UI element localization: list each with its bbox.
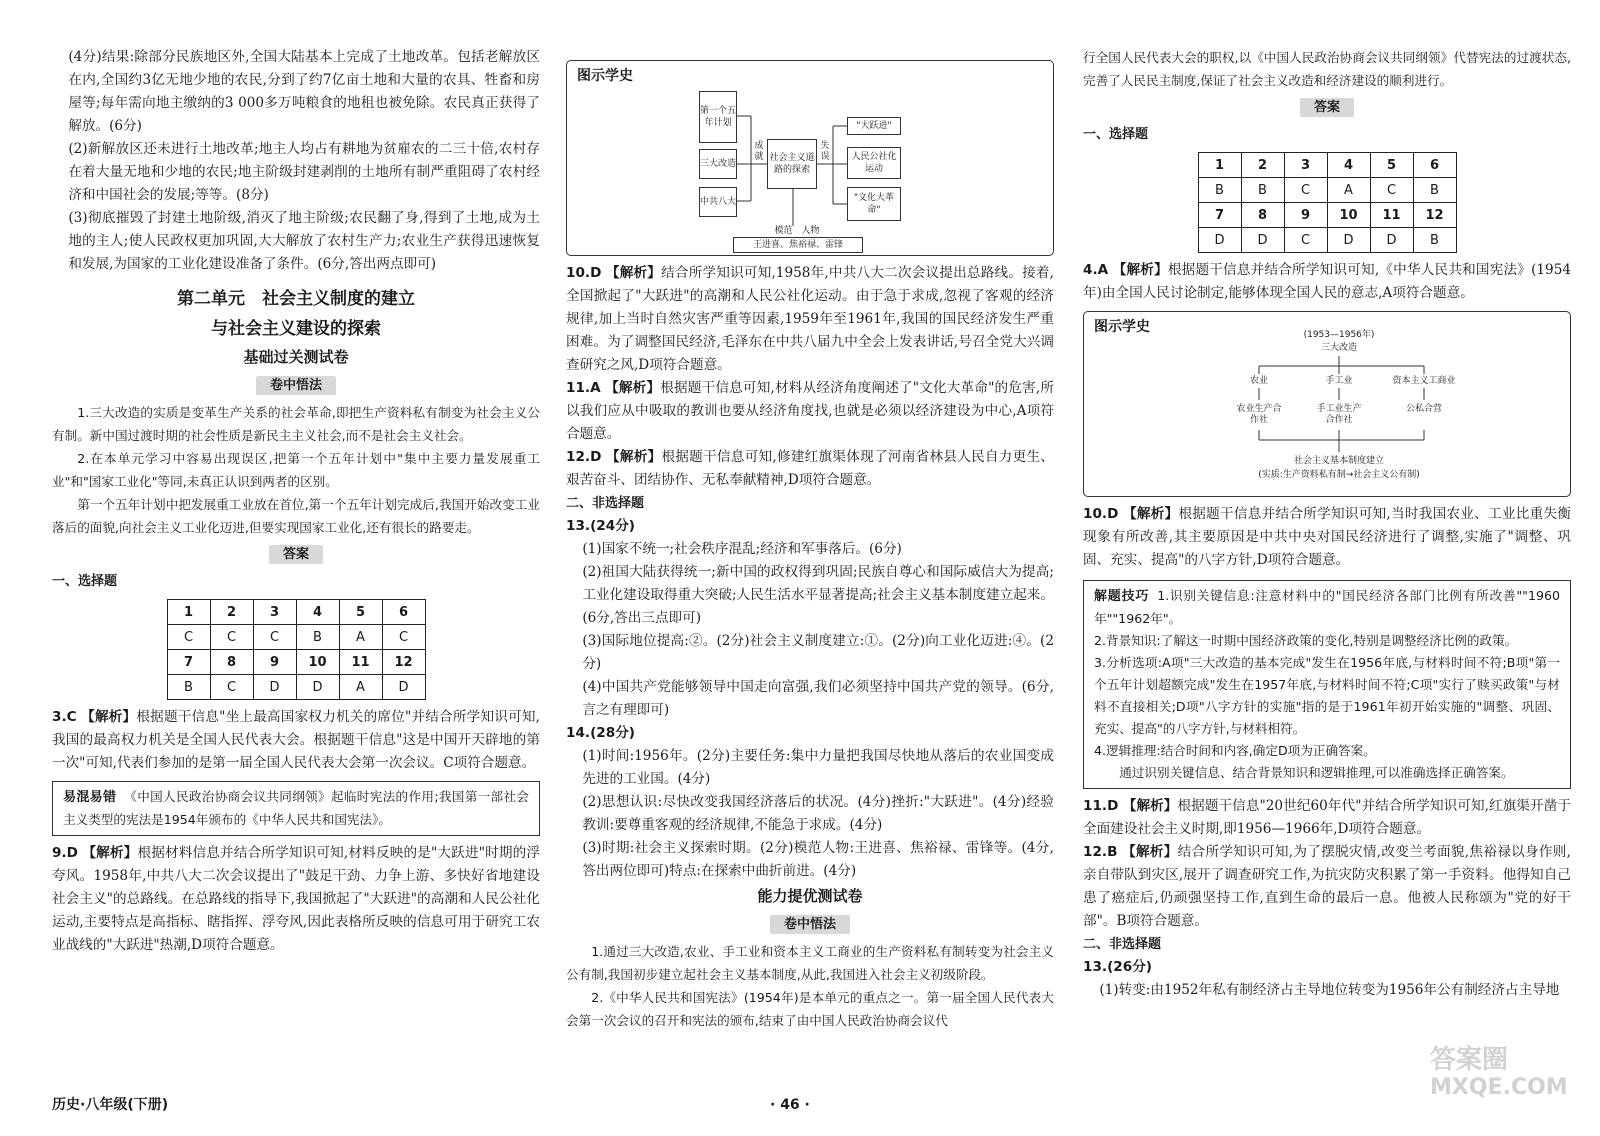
table-cell: A (339, 625, 382, 650)
analysis-text: 根据题干信息"坐上最高国家权力机关的席位"并结合所学知识可知,我国的最高权力机关是全国人民代表大会。根据题干信息"这是中国开天辟地的第一次"可知,代表们参加的是第一届全国人民代表大会第一次会议。C项符合题意。 (52, 709, 540, 771)
table-cell: A (1327, 178, 1370, 203)
node-cultural-revolution: "文化大革命" (847, 187, 901, 221)
question-number: 12.B (1083, 844, 1118, 860)
table-cell: 4 (1327, 153, 1370, 178)
method-paragraph: 1.三大改造的实质是变革生产关系的社会革命,即把生产资料私有制变为社会主义公有制。新中国过渡时期的社会性质是新民主主义社会,而不是社会主义社会。 (52, 405, 540, 443)
answer-paragraph: (2)新解放区还未进行土地改革;地主人均占有耕地为贫雇农的二三十倍,农村存在着大量无地和少地的农民;地主阶级封建剥削的土地所有制严重阻碍了农村经济和中国社会的发展;等等。(8分) (68, 141, 540, 203)
label-handicraft-coop: 手工业生产合作社 (1316, 404, 1362, 425)
diagram-title: 图示学史 (577, 68, 633, 84)
label-system-established: 社会主义基本制度建立 (1293, 456, 1384, 466)
analysis-tag: 【解析】 (605, 449, 662, 465)
answer-paragraph: (3)国际地位提高:②。(2分)社会主义制度建立:①。(2分)向工业化迈进:④。(2分) (582, 633, 1054, 672)
answer-paragraph: (1)转变:由1952年私有制经济占主导地位转变为1956年公有制经济占主导地 (1099, 982, 1560, 998)
answer-item (1083, 841, 1571, 933)
section-heading: 一、选择题 (1083, 127, 1149, 142)
method-paragraph: 行全国人民代表大会的职权,以《中国人民政治协商会议共同纲领》代替宪法的过渡状态,完善了人民民主制度,保证了社会主义改造和经济建设的顺利进行。 (1083, 50, 1571, 88)
table-cell: 1 (167, 600, 210, 625)
table-cell: 9 (253, 650, 296, 675)
watermark-logo (1430, 1046, 1568, 1102)
question-number: 10.D (566, 265, 602, 281)
table-cell: D (296, 675, 339, 700)
table-cell: 12 (382, 650, 425, 675)
question-number: 10.D (1083, 506, 1119, 522)
label-achievement: 成就 (754, 141, 764, 162)
diagram-title: 图示学史 (1094, 319, 1150, 335)
analysis-tag: 【解析】 (82, 845, 138, 861)
label-joint-venture: 公私合营 (1406, 404, 1443, 414)
answer-paragraph: (3)时期:社会主义探索时期。(2分)模范人物:王进喜、焦裕禄、雷锋等。(4分,答出两位即可)特点:在探索中曲折前进。(4分) (582, 840, 1054, 879)
answer-item (1083, 503, 1571, 572)
table-cell: B (167, 675, 210, 700)
table-cell: 6 (1413, 153, 1456, 178)
table-cell: A (339, 675, 382, 700)
question-number: 13.(26分) (1083, 959, 1153, 975)
table-cell: 2 (210, 600, 253, 625)
table-cell: D (382, 675, 425, 700)
answer-item (566, 446, 1054, 492)
tip-text: 1.识别关键信息:注意材料中的"国民经济各部门比例有所改善""1960年""1962年"。 (1094, 588, 1560, 626)
answer-item (1083, 259, 1571, 305)
table-cell: B (1198, 178, 1241, 203)
node-great-leap: "大跃进" (847, 117, 901, 135)
answer-paragraph: (2)祖国大陆获得统一;新中国的政权得到巩固;民族自尊心和国际威信大为提高;工业化建设取得重大突破;人民生活水平显著提高;社会主义基本制度建立起来。(6分,答出三点即可) (582, 564, 1054, 626)
analysis-tag: 【解析】 (1122, 844, 1178, 860)
table-cell: 3 (1284, 153, 1327, 178)
unit-title: 与社会主义建设的探索 (211, 319, 381, 339)
analysis-text: 根据题干信息"20世纪60年代"并结合所学知识可知,红旗渠开凿于全面建设社会主义时期,即1956—1966年,D项符合题意。 (1083, 798, 1572, 837)
page-number: · 46 · (770, 1097, 810, 1113)
table-cell: 8 (1241, 203, 1284, 228)
table-cell: B (1241, 178, 1284, 203)
answer-table (167, 599, 426, 700)
analysis-tag: 【解析】 (605, 265, 662, 281)
tip-text: 4.逻辑推理:结合时间和内容,确定D项为正确答案。 (1094, 743, 1376, 758)
label-agri-coop: 农业生产合作社 (1236, 404, 1282, 425)
table-cell: C (382, 625, 425, 650)
table-cell: 5 (1370, 153, 1413, 178)
question-number: 11.A (566, 380, 601, 396)
table-cell: C (167, 625, 210, 650)
column-middle (566, 60, 1054, 1032)
question-number: 11.D (1083, 798, 1119, 814)
column-right (1083, 46, 1571, 1002)
test-title: 基础过关测试卷 (243, 348, 349, 366)
section-badge: 卷中悟法 (770, 915, 850, 934)
tip-text: 3.分析选项:A项"三大改造的基本完成"发生在1956年底,与材料时间不符;B项"第一个五年计划超额完成"发生在1957年底,与材料时间不符;C项"实行了赎买政策"与材料不直接相关;D项"八字方针的实施"指的是于1961年初开始实施的"调整、巩固、充实、提高"的八字方针,与材料相符。 (1094, 655, 1560, 736)
table-cell: D (1241, 228, 1284, 253)
answer-paragraph: (1)国家不统一;社会秩序混乱;经济和军事落后。(6分) (582, 541, 902, 557)
method-paragraph: 2.《中华人民共和国宪法》(1954年)是本单元的重点之一。第一届全国人民代表大会第一次会议的召开和宪法的颁布,结束了由中国人民政治协商会议代 (566, 990, 1054, 1028)
table-cell: 11 (1370, 203, 1413, 228)
table-cell: C (1370, 178, 1413, 203)
note-tag: 易混易错 (63, 790, 117, 805)
table-cell: 10 (296, 650, 339, 675)
analysis-text: 结合所学知识可知,为了摆脱灾情,改变兰考面貌,焦裕禄以身作则,亲自带队到灾区,展开了调查研究工作,为抗灾防灾积累了第一手资料。他得知自己患了癌症后,仍顽强坚持工作,直到生命的最后一息。他被人民称颂为"党的好干部"。B项符合题意。 (1083, 844, 1571, 929)
unit-title: 第二单元 社会主义制度的建立 (177, 289, 415, 309)
table-cell: 6 (382, 600, 425, 625)
watermark-text: MXQE.COM (1430, 1075, 1568, 1100)
test-title: 能力提优测试卷 (757, 887, 863, 905)
tip-text: 2.背景知识:了解这一时期中国经济政策的变化,特别是调整经济比例的政策。 (1094, 633, 1518, 648)
analysis-tag: 【解析】 (605, 380, 661, 396)
label-mistake: 失误 (820, 141, 830, 162)
table-cell: D (1327, 228, 1370, 253)
question-number: 13.(24分) (566, 518, 636, 534)
table-cell: 7 (1198, 203, 1241, 228)
table-cell: 9 (1284, 203, 1327, 228)
section-badge: 答案 (1300, 98, 1354, 117)
table-cell: C (1284, 178, 1327, 203)
analysis-tag: 【解析】 (1112, 262, 1168, 278)
answer-paragraph: (4分)结果:除部分民族地区外,全国大陆基本上完成了土地改革。包括老解放区在内,全国约3亿无地少地的农民,分到了约7亿亩土地和大量的农具、牲畜和房屋等;每年需向地主缴纳的3 000多万吨粮食的地租也被免除。农民真正获得了解放。(6分) (68, 49, 540, 134)
column-left (52, 46, 540, 957)
diagram-history-2 (1083, 311, 1571, 497)
node-socialist-exploration: 社会主义道路的探索 (767, 139, 817, 189)
table-cell: C (210, 625, 253, 650)
table-cell: 1 (1198, 153, 1241, 178)
node-five-year-plan: 第一个五年计划 (699, 91, 737, 143)
answer-item (52, 842, 540, 957)
node-three-reforms: 三大改造 (699, 149, 737, 179)
answer-item (1083, 795, 1571, 841)
table-cell: 10 (1327, 203, 1370, 228)
answer-item (566, 377, 1054, 446)
label-capitalist-industry: 资本主义工商业 (1392, 376, 1456, 386)
table-cell: 7 (167, 650, 210, 675)
section-heading: 二、非选择题 (1083, 937, 1162, 952)
analysis-text: 根据题干信息并结合所学知识可知,《中华人民共和国宪法》(1954年)由全国人民讨论制定,能够体现全国人民的意志,A项符合题意。 (1083, 262, 1572, 301)
analysis-tag: 【解析】 (1122, 798, 1178, 814)
question-number: 14.(28分) (566, 725, 636, 741)
table-cell: 8 (210, 650, 253, 675)
table-cell: C (210, 675, 253, 700)
label-essence: (实质:生产资料私有制→社会主义公有制) (1258, 470, 1420, 480)
answer-item (566, 262, 1054, 377)
node-communes: 人民公社化运动 (847, 147, 901, 179)
question-number: 3.C (52, 709, 77, 725)
diagram-top: 三大改造 (1320, 343, 1357, 353)
method-paragraph: 1.通过三大改造,农业、手工业和资本主义工商业的生产资料私有制转变为社会主义公有制,我国初步建立起社会主义基本制度,从此,我国进入社会主义初级阶段。 (566, 944, 1054, 982)
table-cell: D (1370, 228, 1413, 253)
note-text: 《中国人民政治协商会议共同纲领》起临时宪法的作用;我国第一部社会主义类型的宪法是1954年颁布的《中华人民共和国宪法》。 (63, 789, 529, 827)
table-cell: 5 (339, 600, 382, 625)
label-model-figures: 模范 人物 (774, 226, 820, 236)
node-heroes: 王进喜、焦裕禄、雷锋 (733, 237, 863, 253)
analysis-text: 根据题干信息可知,材料从经济角度阐述了"文化大革命"的危害,所以我们应从中吸取的教训也要从经济角度找,也就是必须以经济建设为中心,A项符合题意。 (566, 380, 1054, 442)
section-badge: 答案 (269, 545, 323, 564)
table-cell: C (1284, 228, 1327, 253)
section-badge: 卷中悟法 (256, 376, 336, 395)
table-cell: 12 (1413, 203, 1456, 228)
table-cell: B (1413, 178, 1456, 203)
label-agriculture: 农业 (1249, 376, 1268, 386)
table-cell: 4 (296, 600, 339, 625)
method-paragraph: 第一个五年计划中把发展重工业放在首位,第一个五年计划完成后,我国开始改变工业落后的面貌,向社会主义工业化迈进,但要实现国家工业化,还有很长的路要走。 (52, 497, 540, 535)
watermark-text: 答案圈 (1430, 1045, 1509, 1075)
note-box (52, 781, 540, 836)
analysis-tag: 【解析】 (1122, 506, 1179, 522)
section-heading: 二、非选择题 (566, 496, 645, 511)
footer-subject: 历史·八年级(下册) (52, 1097, 169, 1113)
method-paragraph: 2.在本单元学习中容易出现误区,把第一个五年计划中"集中主要力量发展重工业"和"国家工业化"等同,未真正认识到两者的区别。 (52, 451, 540, 489)
question-number: 4.A (1083, 262, 1109, 278)
table-cell: B (1413, 228, 1456, 253)
table-cell: C (253, 625, 296, 650)
question-number: 9.D (52, 845, 78, 861)
answer-paragraph: (1)时间:1956年。(2分)主要任务:集中力量把我国尽快地从落后的农业国变成先进的工业国。(4分) (582, 748, 1054, 787)
answer-paragraph: (4)中国共产党能够领导中国走向富强,我们必须坚持中国共产党的领导。(6分,言之有理即可) (582, 679, 1054, 718)
tips-tag: 解题技巧 (1094, 589, 1150, 604)
table-cell: 11 (339, 650, 382, 675)
table-cell: D (1198, 228, 1241, 253)
table-cell: D (253, 675, 296, 700)
analysis-text: 根据题干信息可知,修建红旗渠体现了河南省林县人民自力更生、艰苦奋斗、团结协作、无私奉献精神,D项符合题意。 (566, 449, 1054, 488)
answer-paragraph: (2)思想认识:尽快改变我国经济落后的状况。(4分)挫折:"大跃进"。(4分)经验教训:要尊重客观的经济规律,不能急于求成。(4分) (582, 794, 1054, 833)
answer-item (52, 706, 540, 775)
table-cell: 2 (1241, 153, 1284, 178)
analysis-tag: 【解析】 (81, 709, 137, 725)
node-eighth-congress: 中共八大 (699, 187, 737, 217)
tip-text: 通过识别关键信息、结合背景知识和逻辑推理,可以准确选择正确答案。 (1119, 765, 1514, 780)
answer-paragraph: (3)彻底摧毁了封建土地阶级,消灭了地主阶级;农民翻了身,得到了土地,成为土地的主人;使人民政权更加巩固,大大解放了农村生产力;农业生产获得迅速恢复和发展,为国家的工业化建设准备了条件。(6分,答出两点即可) (68, 210, 540, 272)
label-handicraft: 手工业 (1325, 376, 1353, 386)
answer-table (1198, 152, 1457, 253)
diagram-years: (1953—1956年) (1303, 330, 1375, 340)
table-cell: 3 (253, 600, 296, 625)
diagram-history-1 (566, 60, 1054, 256)
question-number: 12.D (566, 449, 602, 465)
tips-box (1083, 580, 1571, 789)
analysis-text: 根据题干信息并结合所学知识可知,当时我国农业、工业比重失衡现象有所改善,其主要原因是中共中央对国民经济进行了调整,实施了"调整、巩固、充实、提高"的八字方针,D项符合题意。 (1083, 506, 1571, 568)
section-heading: 一、选择题 (52, 574, 118, 589)
analysis-text: 根据材料信息并结合所学知识可知,材料反映的是"大跃进"时期的浮夸风。1958年,中共八大二次会议提出了"鼓足干劲、力争上游、多快好省地建设社会主义"的总路线。在总路线的指导下,我国掀起了"大跃进"的高潮和人民公社化运动,主要特点是高指标、瞎指挥、浮夸风,因此表格所反映的信息可用于研究工农业战线的"大跃进"热潮,D项符合题意。 (52, 845, 541, 953)
table-cell: B (296, 625, 339, 650)
analysis-text: 结合所学知识可知,1958年,中共八大二次会议提出总路线。接着,全国掀起了"大跃进"的高潮和人民公社化运动。由于急于求成,忽视了客观的经济规律,加上当时自然灾害严重等因素,1959年至1961年,我国的国民经济发生严重困难。为了调整国民经济,毛泽东在中共八届九中全会上发表讲话,号召全党大兴调查研究之风,D项符合题意。 (566, 265, 1055, 373)
